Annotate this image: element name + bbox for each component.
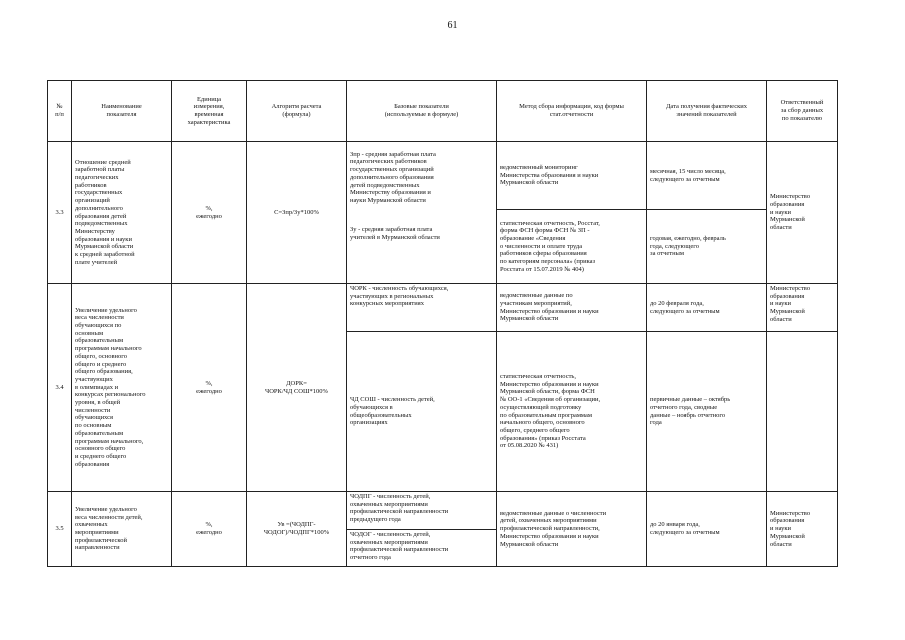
collection-method: статистическая отчетность, Росстат, форма ФСН форма ФСН № ЗП - образование «Сведения о численности и оплате труда работников сферы образования по категориям персонала» (приказ Росстата от 15.07.2019 № 404) <box>497 210 647 284</box>
data-date: годовая, ежегодно, февраль года, следующего за отчетным <box>647 210 767 284</box>
header-num: № п/п <box>48 81 72 142</box>
header-base: Базовые показатели (используемые в формуле) <box>347 81 497 142</box>
header-resp: Ответственный за сбор данных по показателю <box>767 81 838 142</box>
header-algo: Алгоритм расчета (формула) <box>247 81 347 142</box>
indicator-formula: Ув =(ЧОДПГ- ЧОДОГ)/ЧОДПГ*100% <box>247 492 347 567</box>
responsible: Министерство образования и науки Мурманской области <box>767 284 838 332</box>
responsible: Министерство образования и науки Мурманской области <box>767 492 838 567</box>
indicator-unit: %, ежегодно <box>172 142 247 284</box>
data-date: первичные данные – октябрь отчетного года, сводные данные – ноябрь отчетного года <box>647 332 767 492</box>
responsible: Министерство образования и науки Мурманской области <box>767 142 838 284</box>
collection-method: ведомственные данные о численности детей, охваченных мероприятиями профилактической направленности, Министерство образования и науки Мурманской области <box>497 492 647 567</box>
header-name: Наименование показателя <box>72 81 172 142</box>
page-number: 61 <box>447 20 458 31</box>
base-indicator-2: ЧОДОГ - численность детей, охваченных мероприятиями профилактической направленности отчетного года <box>347 530 497 567</box>
base-indicator-2: ЧД СОШ - численность детей, обучающихся в общеобразовательных организациях <box>347 332 497 492</box>
table-row <box>48 142 838 210</box>
row-num: 3.5 <box>48 492 72 567</box>
indicator-name: Отношение средней заработной платы педагогических работников государственных организаций дополнительного образования детей подведомственных Министерству образования и науки Мурманской области к средней заработной плате учителей <box>72 142 172 284</box>
indicator-name: Увеличение удельного веса численности детей, охваченных мероприятиями профилактической направленности <box>72 492 172 567</box>
table-row <box>48 284 838 332</box>
collection-method: ведомственные данные по участникам мероприятий, Министерство образования и науки Мурманской области <box>497 284 647 332</box>
header-row <box>48 81 838 142</box>
header-method: Метод сбора информации, код формы стат.отчетности <box>497 81 647 142</box>
collection-method: статистическая отчетность, Министерство образования и науки Мурманской области, форма ФСН № ОО-1 «Сведения об организации, осуществляющей подготовку по образовательным программам начального общего, основного общего, среднего общего образования» (приказ Росстата от 05.08.2020 № 431) <box>497 332 647 492</box>
indicator-unit: %, ежегодно <box>172 492 247 567</box>
base-indicators <box>347 142 497 284</box>
indicator-name: Увеличение удельного веса численности обучающихся по основным образовательным программам начального общего, основного общего и среднего общего образования, участвующих в олимпиадах и конкурсах регионального уровня, в общей численности обучающихся по основным образовательным программам начального, основного общего и среднего общего образования <box>72 284 172 492</box>
row-num: 3.4 <box>48 284 72 492</box>
indicators-table <box>47 80 838 567</box>
collection-method: ведомственный мониторинг Министерства образования и науки Мурманской области <box>497 142 647 210</box>
indicator-formula: С=Зпр/Зу*100% <box>247 142 347 284</box>
data-date: месячная, 15 число месяца, следующего за отчетным <box>647 142 767 210</box>
base-indicator-1: ЧОРК - численность обучающихся, участвующих в региональных конкурсных мероприятиях <box>347 284 497 332</box>
indicator-unit: %, ежегодно <box>172 284 247 492</box>
table-row <box>48 492 838 530</box>
base-indicator-1: Зпр - средняя заработная плата педагогических работников государственных организаций дополнительного образования детей подведомственных Министерству образования и науки Мурманской области <box>350 150 436 204</box>
data-date: до 20 января года, следующего за отчетным <box>647 492 767 567</box>
responsible-empty <box>767 332 838 492</box>
indicator-formula: ДОРК= ЧОРК/ЧД СОШ*100% <box>247 284 347 492</box>
base-indicator-1: ЧОДПГ - численность детей, охваченных мероприятиями профилактической направленности предыдущего года <box>347 492 497 530</box>
base-indicator-2: Зу - средняя заработная плата учителей в Мурманской области <box>350 226 440 242</box>
header-unit: Единица измерения, временная характеристика <box>172 81 247 142</box>
row-num: 3.3 <box>48 142 72 284</box>
data-date: до 20 февраля года, следующего за отчетным <box>647 284 767 332</box>
header-date: Дата получения фактических значений показателей <box>647 81 767 142</box>
